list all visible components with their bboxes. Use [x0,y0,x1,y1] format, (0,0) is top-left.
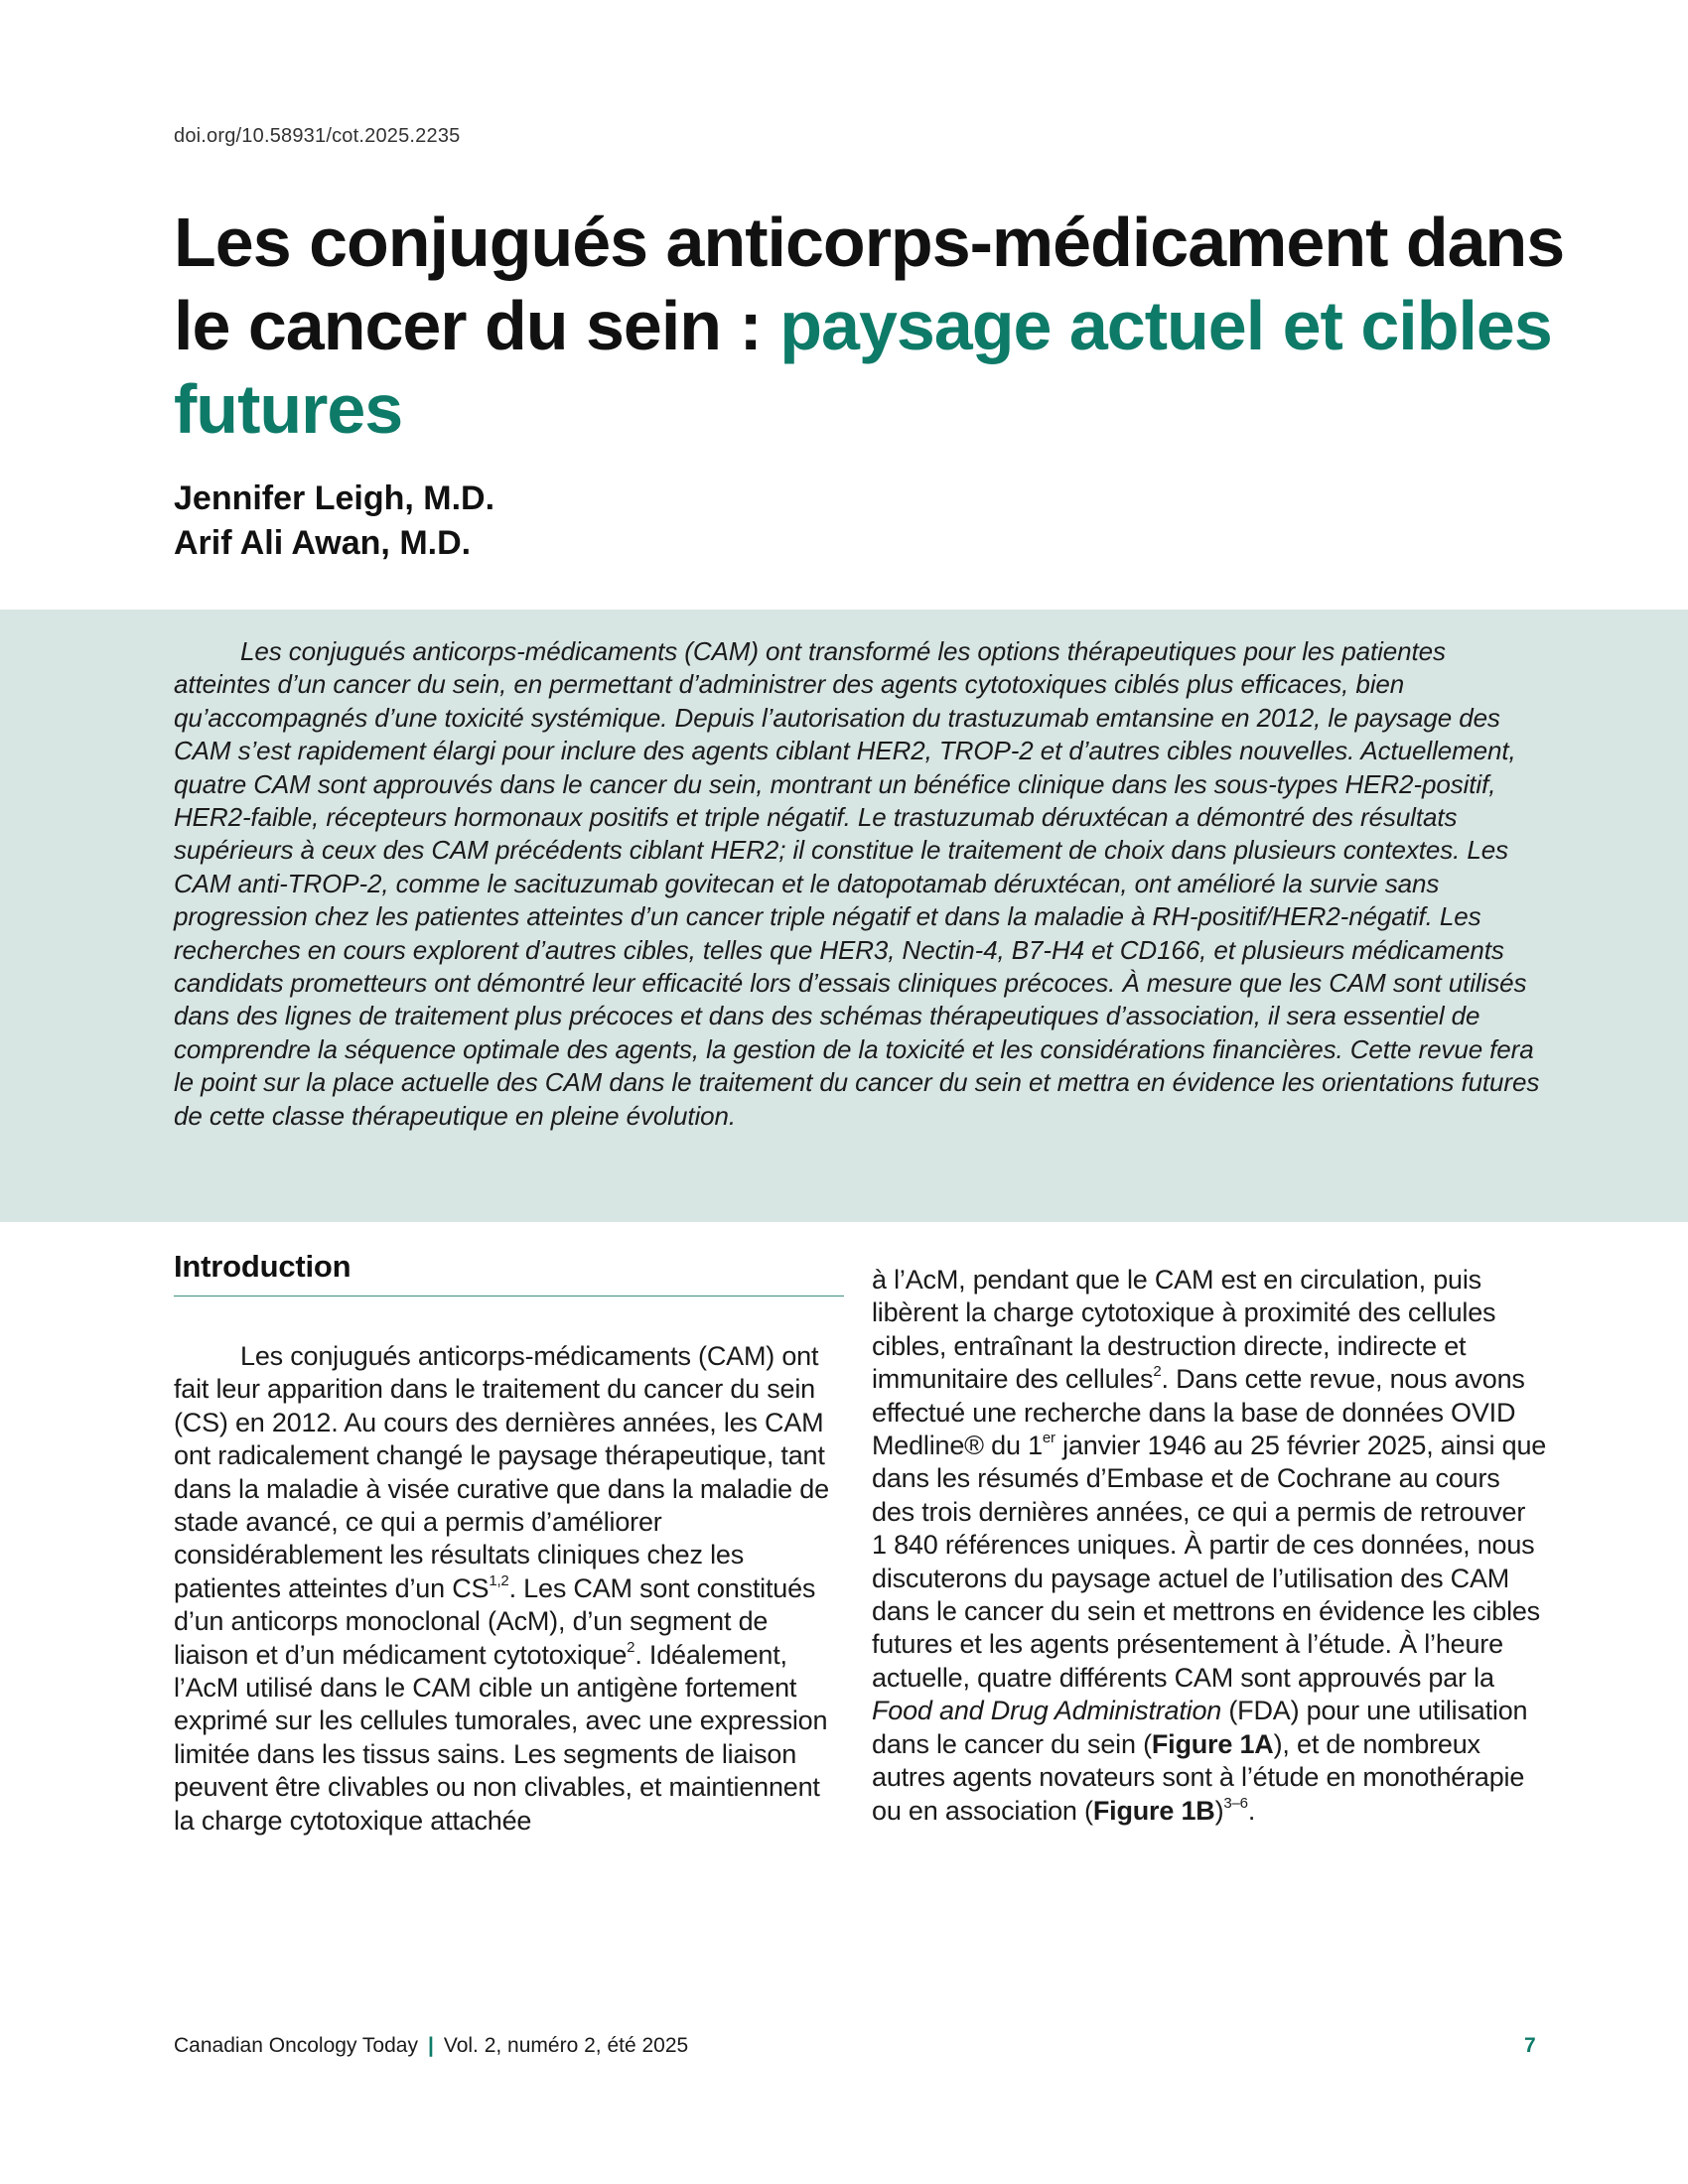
body-text: . Les CAM sont constitués d’un anticorps monoclonal (AcM), d’un segment de liaison et d’un médicament cytotoxique [174,1572,816,1670]
body-text: janvier 1946 au 25 février 2025, ainsi que dans les résumés d’Embase et de Cochrane au cours des trois dernières années, ce qui a permis de retrouver 1 840 références uniques. À partir de ces données, nous discuterons du paysage actuel de l’utilisation des CAM dans le cancer du sein et mettrons en évidence les cibles futures et les agents présentement à l’étude. À l’heure actuelle, quatre différents CAM sont approuvés par la [872,1431,1547,1693]
footer-separator: | [427,2034,434,2057]
body-text: à l’AcM, pendant que le CAM est en circulation, puis libèrent la charge cytotoxique à proximité des cellules cibles, entraînant la destruction directe, indirecte et immunitaire des cellules [872,1265,1496,1395]
body-text: . [1247,1795,1256,1826]
citation-superscript: 3–6 [1223,1794,1248,1812]
left-column [174,1247,844,1838]
page-footer [174,2034,688,2058]
body-text: . Idéalement, l’AcM utilisé dans le CAM cible un antigène fortement exprimé sur les cellules tumorales, avec une expression limitée dans les tissus sains. Les segments de liaison peuvent être clivables ou non clivables, et maintiennent la charge cytotoxique attachée [174,1639,828,1836]
body-text: (FDA) pour une utilisation dans le cancer du sein ( [872,1696,1528,1759]
article-title [174,201,1584,451]
body-text: ), et de nombreux autres agents novateurs sont à l’étude en monothérapie ou en association ( [872,1728,1525,1826]
body-text: Les conjugués anticorps-médicaments (CAM) ont fait leur apparition dans le traitement du cancer du sein (CS) en 2012. Au cours des dernières années, les CAM ont radicalement changé le paysage thérapeutique, tant dans la maladie à visée curative que dans la maladie de stade avancé, ce qui a permis d’améliorer considérablement les résultats cliniques chez les patientes atteintes d’un CS [174,1341,829,1603]
body-text: . Dans cette revue, nous avons effectué une recherche dans la base de données OVID Medline® du 1 [872,1364,1525,1461]
figure-reference-1a[interactable]: Figure 1A [1151,1728,1274,1759]
abstract-text: Les conjugués anticorps-médicaments (CAM) ont transformé les options thérapeutiques pour les patientes atteintes d’un cancer du sein, en permettant d’administrer des agents cytotoxiques ciblés plus efficaces, bien qu’accompagnés d’une toxicité systémique. Depuis l’autorisation du trastuzumab emtansine en 2012, le paysage des CAM s’est rapidement élargi pour inclure des agents ciblant HER2, TROP-2 et d’autres cibles nouvelles. Actuellement, quatre CAM sont approuvés dans le cancer du sein, montrant un bénéfice clinique dans les sous-types HER2-positif, HER2-faible, récepteurs hormonaux positifs et triple négatif. Le trastuzumab déruxtécan a démontré des résultats supérieurs à ceux des CAM précédents ciblant HER2; il constitue le traitement de choix dans plusieurs contextes. Les CAM anti-TROP-2, comme le sacituzumab govitecan et le datopotamab déruxtécan, ont amélioré la survie sans progression chez les patientes atteintes d’un cancer triple négatif et dans la maladie à RH-positif/HER2-négatif. Les recherches en cours explorent d’autres cibles, telles que HER3, Nectin-4, B7-H4 et CD166, et plusieurs médicaments candidats prometteurs ont démontré leur efficacité lors d’essais cliniques précoces. À mesure que les CAM sont utilisés dans des lignes de traitement plus précoces et dans des schémas thérapeutiques d’association, il sera essentiel de comprendre la séquence optimale des agents, la gestion de la toxicité et les considérations financières. Cette revue fera le point sur la place actuelle des CAM dans le traitement du cancer du sein et mettra en évidence les orientations futures de cette classe thérapeutique en pleine évolution. [174,636,1540,1131]
body-text: ) [1214,1795,1224,1826]
doi-link[interactable]: doi.org/10.58931/cot.2025.2235 [174,125,461,147]
article-title-accent: paysage actuel et cibles futures [174,287,1552,448]
citation-superscript: 2 [1153,1363,1162,1381]
journal-name: Canadian Oncology Today [174,2034,418,2057]
page-number: 7 [1524,2034,1536,2057]
citation-superscript: 1,2 [489,1571,509,1589]
ordinal-superscript: er [1042,1430,1055,1447]
figure-reference-1b[interactable]: Figure 1B [1092,1795,1215,1826]
author-list [174,477,494,566]
intro-paragraph-2 [872,1264,1547,1828]
fda-name: Food and Drug Administration [872,1696,1222,1726]
author-name: Arif Ali Awan, M.D. [174,524,472,562]
author-name: Jennifer Leigh, M.D. [174,479,495,517]
article-title-main: Les conjugués anticorps-médicament dans le cancer du sein : [174,204,1565,364]
right-column [872,1264,1547,1828]
section-heading-introduction: Introduction [174,1247,844,1297]
issue-info: Vol. 2, numéro 2, été 2025 [443,2034,689,2057]
citation-superscript: 2 [627,1638,635,1656]
intro-paragraph-1 [174,1340,844,1838]
